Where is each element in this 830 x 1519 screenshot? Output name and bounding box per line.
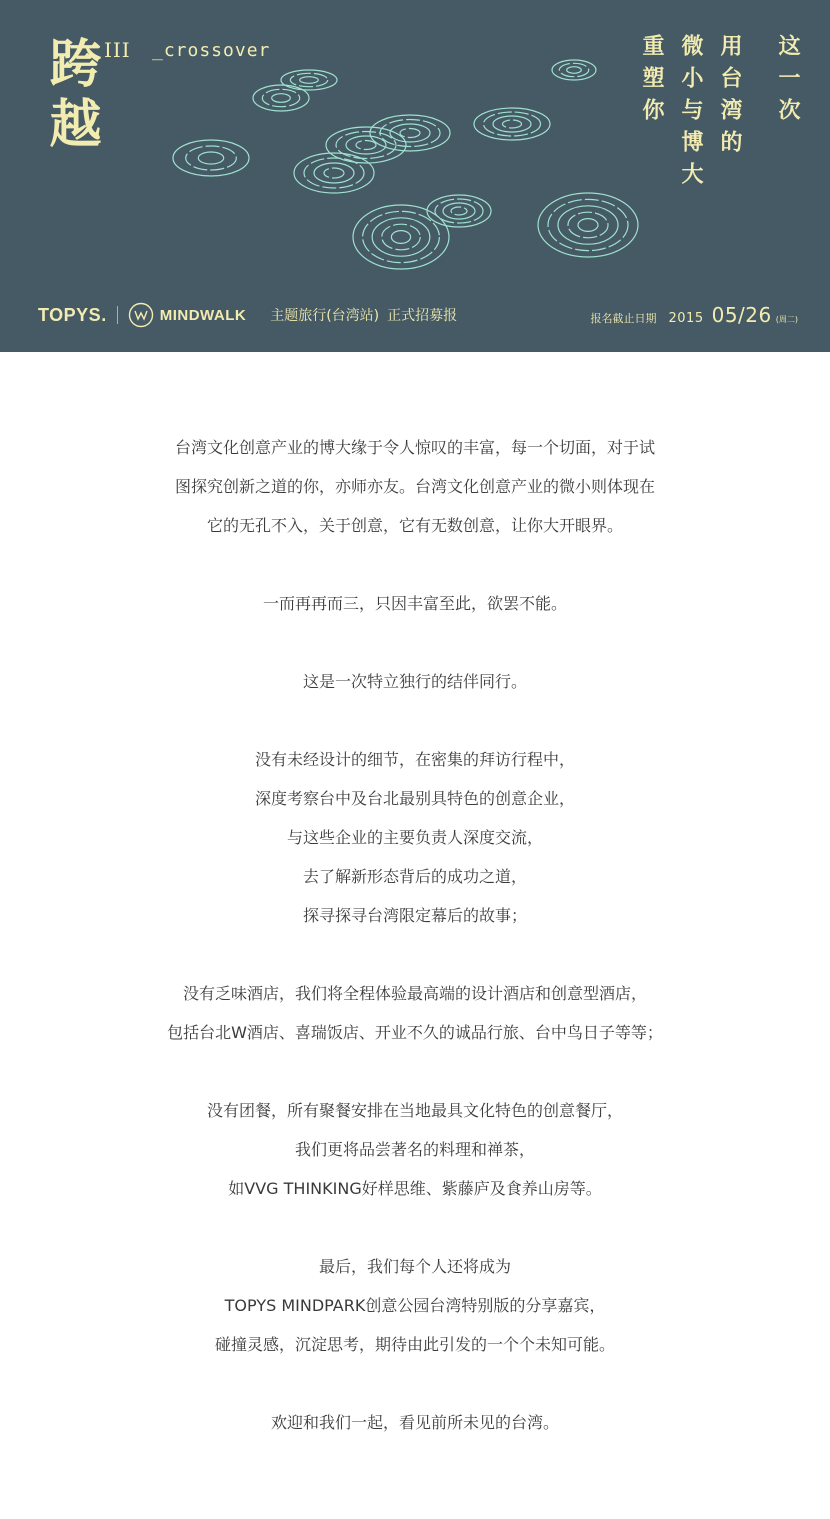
- slogan-column-3: 微小与博大: [678, 34, 703, 194]
- paragraph-line: 欢迎和我们一起，看见前所未见的台湾。: [270, 1413, 559, 1432]
- paragraph-line: 一而再再而三，只因丰富至此，欲罢不能。: [262, 594, 567, 613]
- paragraph: [0, 1091, 830, 1208]
- paragraph-line: 如VVG THINKING好样思维、紫藤庐及食养山房等。: [228, 1179, 602, 1198]
- paragraph-line: 包括台北W酒店、喜瑞饭店、开业不久的诚品行旅、台中鸟日子等等；: [167, 1023, 663, 1042]
- deadline-day: (周二): [775, 315, 798, 324]
- paragraph-line: 这是一次特立独行的结伴同行。: [302, 672, 527, 691]
- paragraph-line: 探寻探寻台湾限定幕后的故事；: [302, 906, 527, 925]
- ripple: [173, 140, 249, 176]
- deadline: [591, 303, 798, 327]
- slogan-column-4: 重塑你: [639, 34, 664, 130]
- paragraph-line: 去了解新形态背后的成功之道，: [302, 867, 527, 886]
- ripple: [281, 70, 337, 90]
- title-char-2: 越: [40, 96, 101, 156]
- ripple: [538, 193, 638, 257]
- deadline-year: 2015: [668, 311, 704, 326]
- mindwalk-logo: MINDWALK: [159, 306, 247, 324]
- ripple: [253, 85, 309, 111]
- logo-divider: [117, 306, 118, 324]
- event-title: [270, 305, 457, 325]
- deadline-label: 报名截止日期: [590, 312, 657, 325]
- slogan-column-1: 这一次: [775, 34, 800, 130]
- ripple: [552, 60, 596, 80]
- topys-logo: TOPYS.: [38, 304, 107, 325]
- paragraph-line: 没有乏味酒店，我们将全程体验最高端的设计酒店和创意型酒店，: [182, 984, 647, 1003]
- paragraph: [0, 428, 830, 545]
- paragraph-line: 台湾文化创意产业的博大缘于令人惊叹的丰富，每一个切面，对于试: [174, 438, 655, 457]
- title-char-1: 跨: [40, 36, 101, 96]
- event-title-part2: 正式招募报: [387, 308, 458, 324]
- paragraph-line: 与这些企业的主要负责人深度交流，: [286, 828, 543, 847]
- paragraph-line: TOPYS MINDPARK创意公园台湾特别版的分享嘉宾，: [224, 1296, 606, 1315]
- paragraph-line: 没有未经设计的细节，在密集的拜访行程中，: [254, 750, 575, 769]
- mindwalk-logo-icon: [128, 302, 154, 328]
- ripple: [294, 153, 374, 193]
- paragraph-line: 深度考察台中及台北最别具特色的创意企业，: [254, 789, 575, 808]
- header-banner: [0, 0, 830, 352]
- paragraph: [0, 662, 830, 701]
- paragraph: [0, 1247, 830, 1364]
- paragraph-line: 我们更将品尝著名的料理和禅茶，: [294, 1140, 535, 1159]
- paragraph: [0, 974, 830, 1052]
- paragraph-line: 最后，我们每个人还将成为: [318, 1257, 511, 1276]
- paragraph: [0, 740, 830, 935]
- event-title-part1: 主题旅行(台湾站): [270, 308, 380, 324]
- intro-text: [0, 428, 830, 1481]
- paragraph: [0, 584, 830, 623]
- paragraph-line: 没有团餐，所有聚餐安排在当地最具文化特色的创意餐厅，: [206, 1101, 623, 1120]
- paragraph-line: 碰撞灵感，沉淀思考，期待由此引发的一个个未知可能。: [214, 1335, 615, 1354]
- banner-subtitle: _crossover: [152, 40, 271, 61]
- roman-numeral: III: [104, 38, 131, 62]
- ripple: [427, 195, 491, 227]
- paragraph-line: 图探究创新之道的你，亦师亦友。台湾文化创意产业的微小则体现在: [174, 477, 655, 496]
- ripple: [474, 108, 550, 140]
- slogan-column-2: 用台湾的: [717, 34, 742, 162]
- paragraph-line: 它的无孔不入，关于创意，它有无数创意，让你大开眼界。: [206, 516, 623, 535]
- banner-footer: [38, 298, 798, 332]
- paragraph: [0, 1403, 830, 1442]
- deadline-date: 05/26: [711, 303, 772, 327]
- ripple: [353, 205, 449, 269]
